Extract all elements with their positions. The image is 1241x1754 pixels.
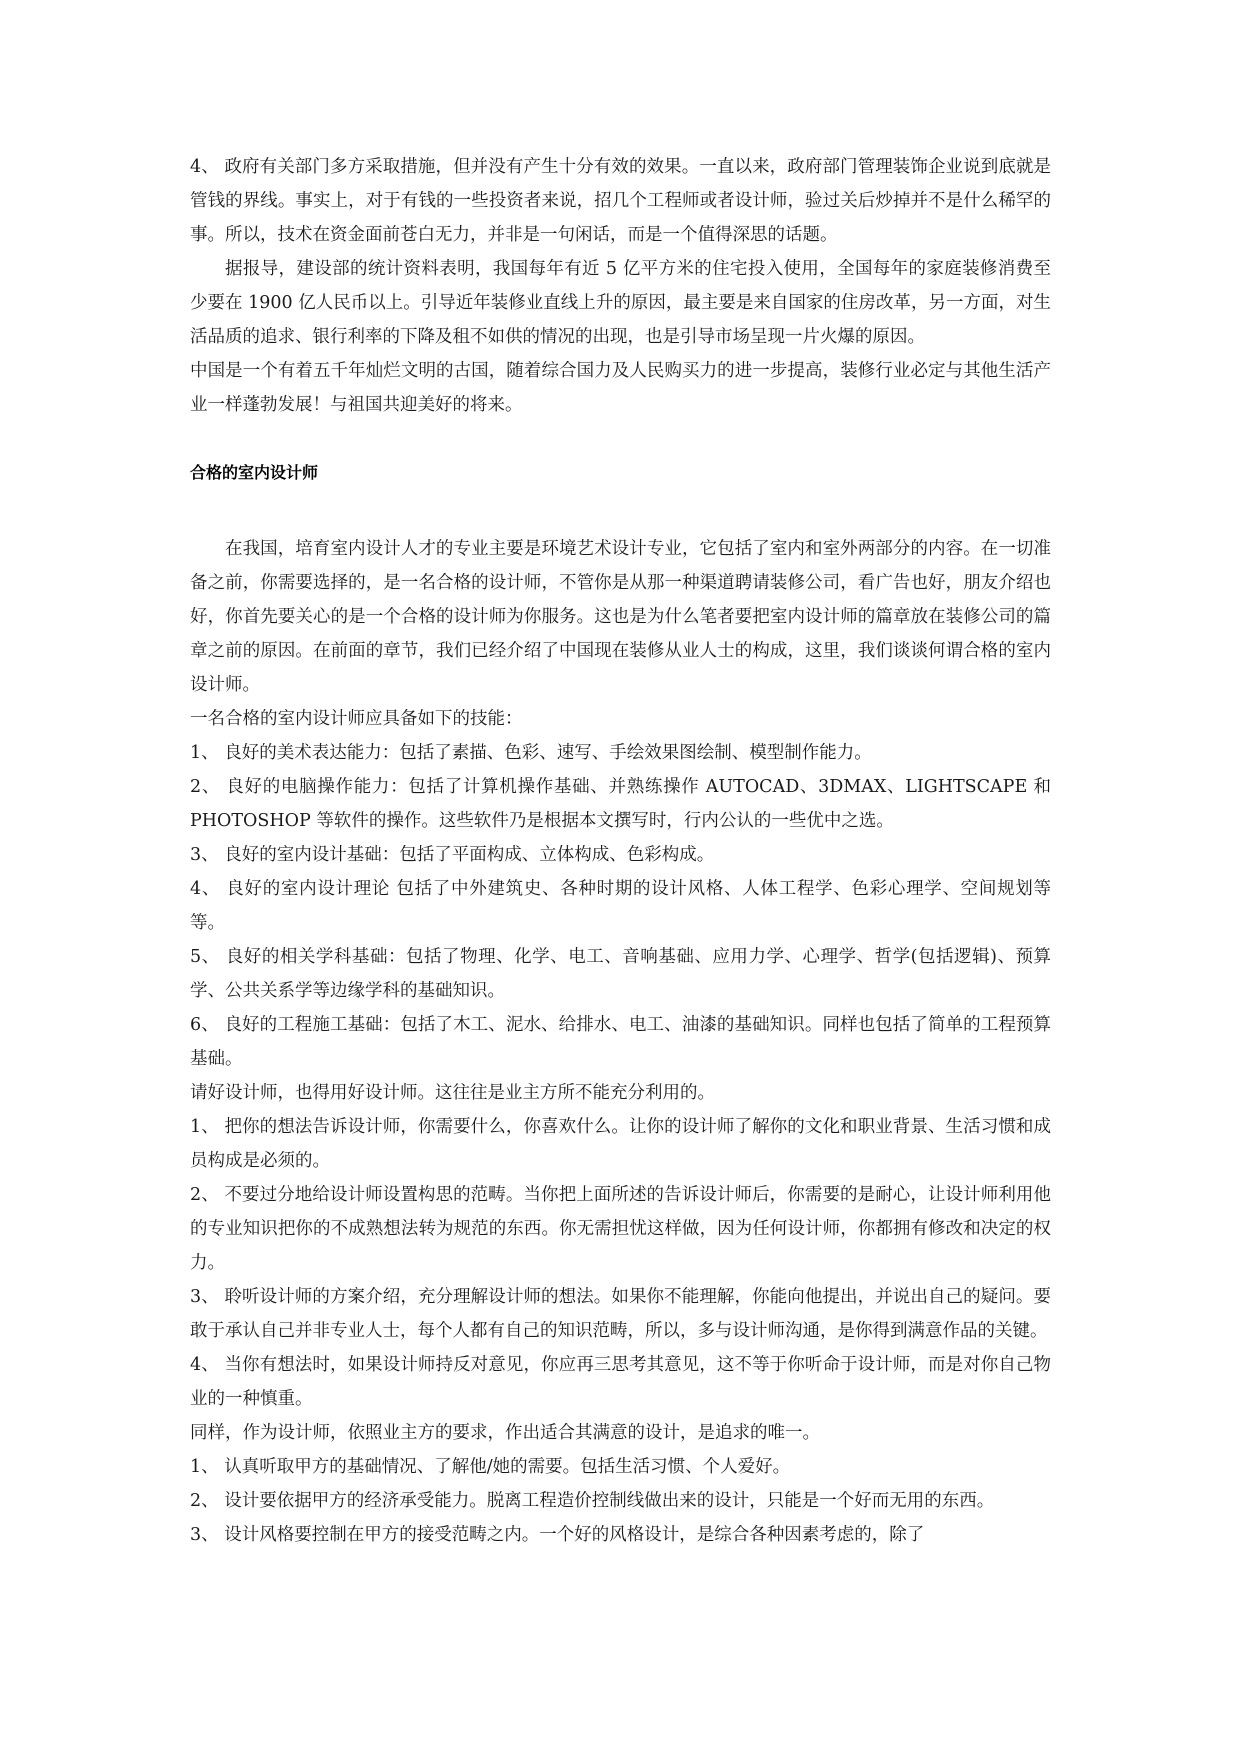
list-item: 3、 设计风格要控制在甲方的接受范畴之内。一个好的风格设计，是综合各种因素考虑的，除了: [190, 1525, 925, 1545]
list-item: 4、 当你有想法时，如果设计师持反对意见，你应再三思考其意见，这不等于你听命于设计师，而是对你自己物业的一种慎重。: [190, 1355, 1051, 1409]
paragraph: 在我国，培育室内设计人才的专业主要是环境艺术设计专业，它包括了室内和室外两部分的内容。在一切准备之前，你需要选择的，是一名合格的设计师，不管你是从那一种渠道聘请装修公司，看广告也好，朋友介绍也好，你首先要关心的是一个合格的设计师为你服务。这也是为什么笔者要把室内设计师的篇章放在装修公司的篇章之前的原因。在前面的章节，我们已经介绍了中国现在装修从业人士的构成，这里，我们谈谈何谓合格的室内设计师。: [190, 539, 1051, 695]
list-item: 2、 设计要依据甲方的经济承受能力。脱离工程造价控制线做出来的设计，只能是一个好而无用的东西。: [190, 1491, 995, 1511]
section-heading: 合格的室内设计师: [190, 463, 319, 482]
list-item: 1、 良好的美术表达能力：包括了素描、色彩、速写、手绘效果图绘制、模型制作能力。: [190, 743, 872, 763]
paragraph: 同样，作为设计师，依照业主方的要求，作出适合其满意的设计，是追求的唯一。: [190, 1423, 820, 1443]
paragraph: 中国是一个有着五千年灿烂文明的古国，随着综合国力及人民购买力的进一步提高，装修行业必定与其他生活产业一样蓬勃发展！与祖国共迎美好的将来。: [190, 361, 1051, 415]
paragraph: 4、 政府有关部门多方采取措施，但并没有产生十分有效的效果。一直以来，政府部门管理装饰企业说到底就是管钱的界线。事实上，对于有钱的一些投资者来说，招几个工程师或者设计师，验过关后炒掉并不是什么稀罕的事。所以，技术在资金面前苍白无力，并非是一句闲话，而是一个值得深思的话题。: [190, 157, 1051, 245]
list-item: 3、 良好的室内设计基础：包括了平面构成、立体构成、色彩构成。: [190, 845, 715, 865]
list-item: 6、 良好的工程施工基础：包括了木工、泥水、给排水、电工、油漆的基础知识。同样也包括了简单的工程预算基础。: [190, 1015, 1051, 1069]
paragraph: 请好设计师，也得用好设计师。这往往是业主方所不能充分利用的。: [190, 1083, 715, 1103]
paragraph: 一名合格的室内设计师应具备如下的技能：: [190, 709, 523, 729]
list-item: 1、 认真听取甲方的基础情况、了解他/她的需要。包括生活习惯、个人爱好。: [190, 1457, 791, 1477]
list-item: 5、 良好的相关学科基础：包括了物理、化学、电工、音响基础、应用力学、心理学、哲学(包括逻辑)、预算学、公共关系学等边缘学科的基础知识。: [190, 947, 1051, 1001]
list-item: 2、 不要过分地给设计师设置构思的范畴。当你把上面所述的告诉设计师后，你需要的是耐心，让设计师利用他的专业知识把你的不成熟想法转为规范的东西。你无需担忧这样做，因为任何设计师，你都拥有修改和决定的权力。: [190, 1185, 1051, 1273]
list-item: 4、 良好的室内设计理论 包括了中外建筑史、各种时期的设计风格、人体工程学、色彩心理学、空间规划等等。: [190, 879, 1051, 933]
list-item: 2、 良好的电脑操作能力：包括了计算机操作基础、并熟练操作 AUTOCAD、3DMAX、LIGHTSCAPE 和 PHOTOSHOP 等软件的操作。这些软件乃是根据本文撰写时，行内公认的一些优中之选。: [190, 777, 1051, 831]
list-item: 1、 把你的想法告诉设计师，你需要什么，你喜欢什么。让你的设计师了解你的文化和职业背景、生活习惯和成员构成是必须的。: [190, 1117, 1051, 1171]
paragraph: 据报导，建设部的统计资料表明，我国每年有近 5 亿平方米的住宅投入使用，全国每年的家庭装修消费至少要在 1900 亿人民币以上。引导近年装修业直线上升的原因，最主要是来自国家的住房改革，另一方面，对生活品质的追求、银行利率的下降及租不如供的情况的出现，也是引导市场呈现一片火爆的原因。: [190, 259, 1051, 347]
list-item: 3、 聆听设计师的方案介绍，充分理解设计师的想法。如果你不能理解，你能向他提出，并说出自己的疑问。要敢于承认自己并非专业人士，每个人都有自己的知识范畴，所以，多与设计师沟通，是你得到满意作品的关键。: [190, 1287, 1051, 1341]
